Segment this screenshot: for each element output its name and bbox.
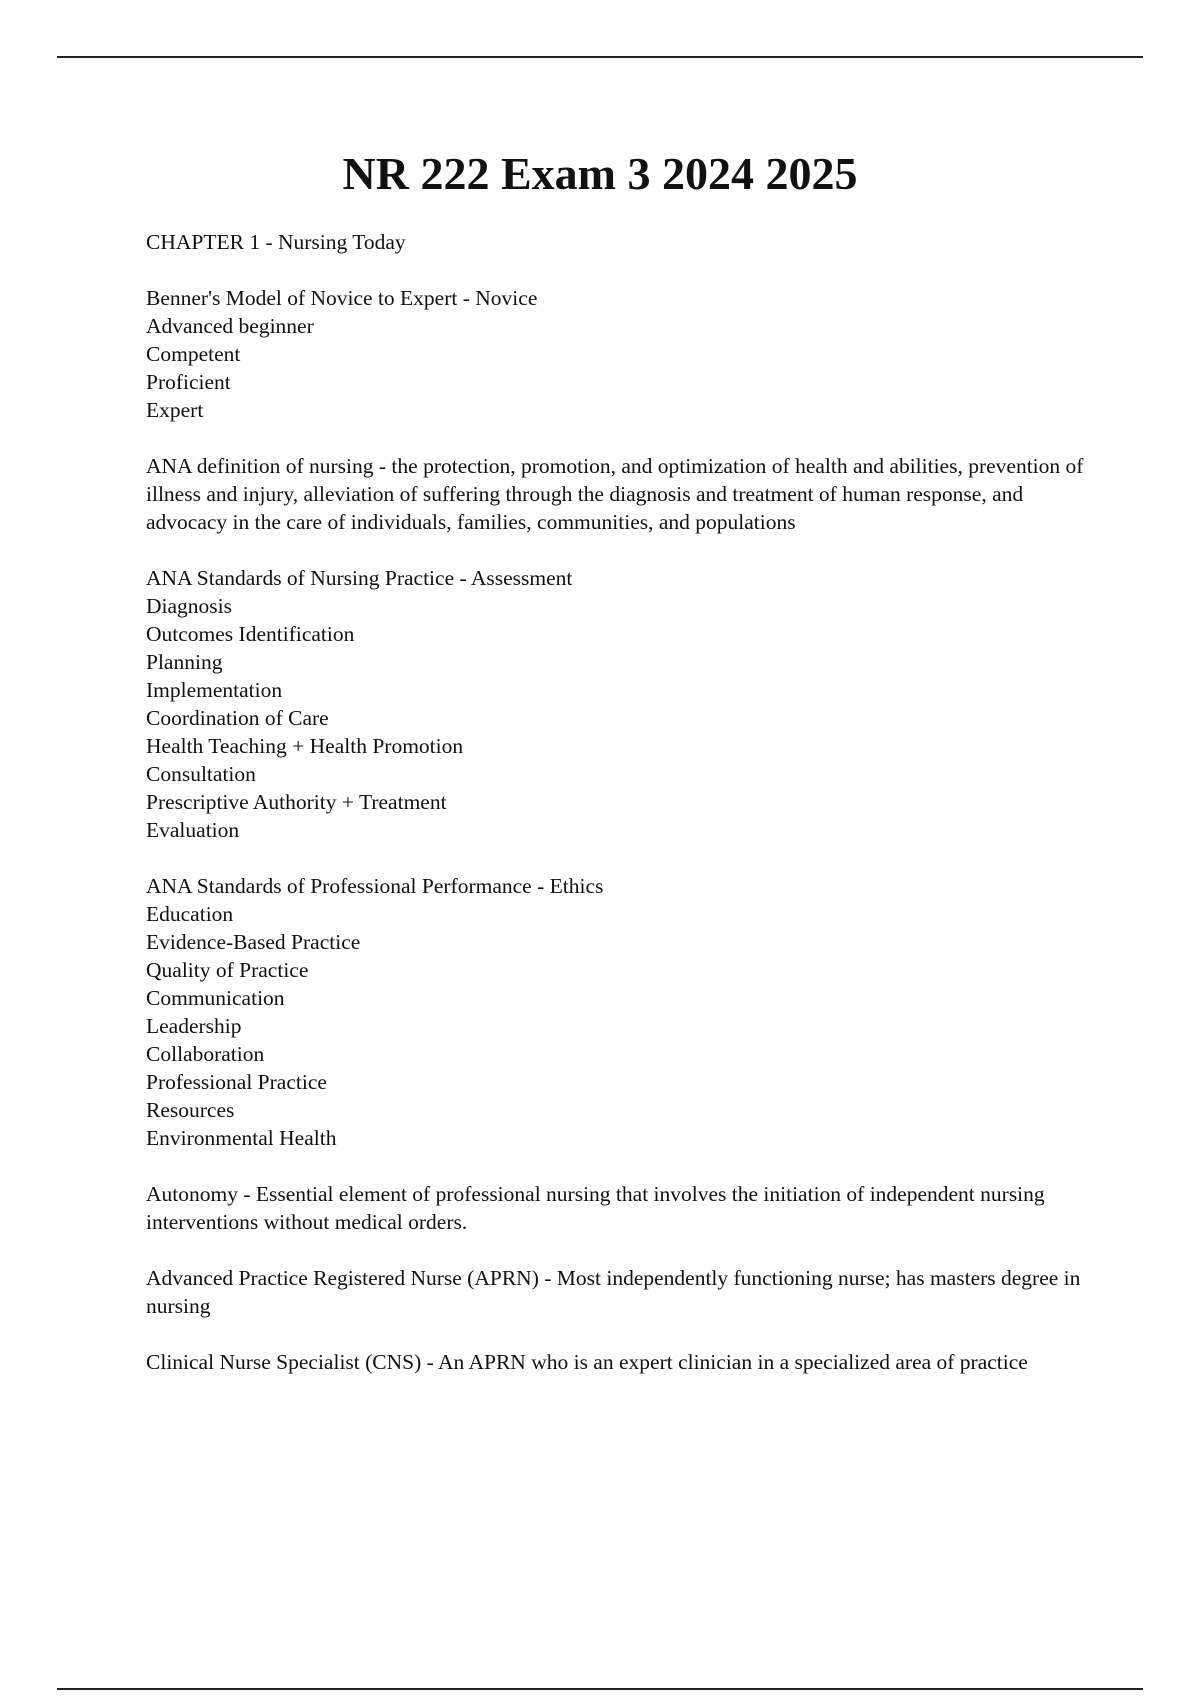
document-body (146, 228, 1106, 1404)
list-item: Expert (146, 398, 204, 422)
chapter-heading-text: CHAPTER 1 - Nursing Today (146, 230, 406, 254)
list-item: ANA Standards of Professional Performance - Ethics (146, 874, 604, 898)
chapter-heading (146, 228, 1106, 256)
list-item: Outcomes Identification (146, 622, 355, 646)
list-item: Consultation (146, 762, 256, 786)
bottom-rule (57, 1688, 1143, 1690)
list-item: Advanced beginner (146, 314, 314, 338)
list-item: Education (146, 902, 234, 926)
benner-model-list (146, 284, 1106, 424)
list-item: Professional Practice (146, 1070, 327, 1094)
list-item: Implementation (146, 678, 283, 702)
cns-entry (146, 1348, 1106, 1376)
ana-definition-text: ANA definition of nursing - the protection, promotion, and optimization of health and abilities, prevention of illness and injury, alleviation of suffering through the diagnosis and treatment of human response, and advocacy in the care of individuals, families, communities, and populations (146, 454, 1084, 534)
list-item: Health Teaching + Health Promotion (146, 734, 464, 758)
list-item: Collaboration (146, 1042, 265, 1066)
ana-standards-practice-list (146, 564, 1106, 844)
list-item: Benner's Model of Novice to Expert - Novice (146, 286, 538, 310)
aprn-entry (146, 1264, 1106, 1320)
list-item: Prescriptive Authority + Treatment (146, 790, 447, 814)
list-item: Coordination of Care (146, 706, 329, 730)
list-item: Evaluation (146, 818, 240, 842)
ana-definition (146, 452, 1106, 536)
document-title: NR 222 Exam 3 2024 2025 (342, 148, 858, 199)
autonomy-text: Autonomy - Essential element of professional nursing that involves the initiation of independent nursing interventions without medical orders. (146, 1182, 1045, 1234)
list-item: Communication (146, 986, 285, 1010)
list-item: Resources (146, 1098, 235, 1122)
list-item: Quality of Practice (146, 958, 309, 982)
top-rule (57, 56, 1143, 58)
list-item: Evidence-Based Practice (146, 930, 361, 954)
list-item: Proficient (146, 370, 231, 394)
list-item: ANA Standards of Nursing Practice - Assessment (146, 566, 573, 590)
aprn-text: Advanced Practice Registered Nurse (APRN) - Most independently functioning nurse; has masters degree in nursing (146, 1266, 1081, 1318)
cns-text: Clinical Nurse Specialist (CNS) - An APRN who is an expert clinician in a specialized area of practice (146, 1350, 1028, 1374)
list-item: Diagnosis (146, 594, 232, 618)
list-item: Planning (146, 650, 223, 674)
ana-standards-performance-list (146, 872, 1106, 1152)
list-item: Environmental Health (146, 1126, 337, 1150)
list-item: Leadership (146, 1014, 242, 1038)
list-item: Competent (146, 342, 241, 366)
autonomy-entry (146, 1180, 1106, 1236)
